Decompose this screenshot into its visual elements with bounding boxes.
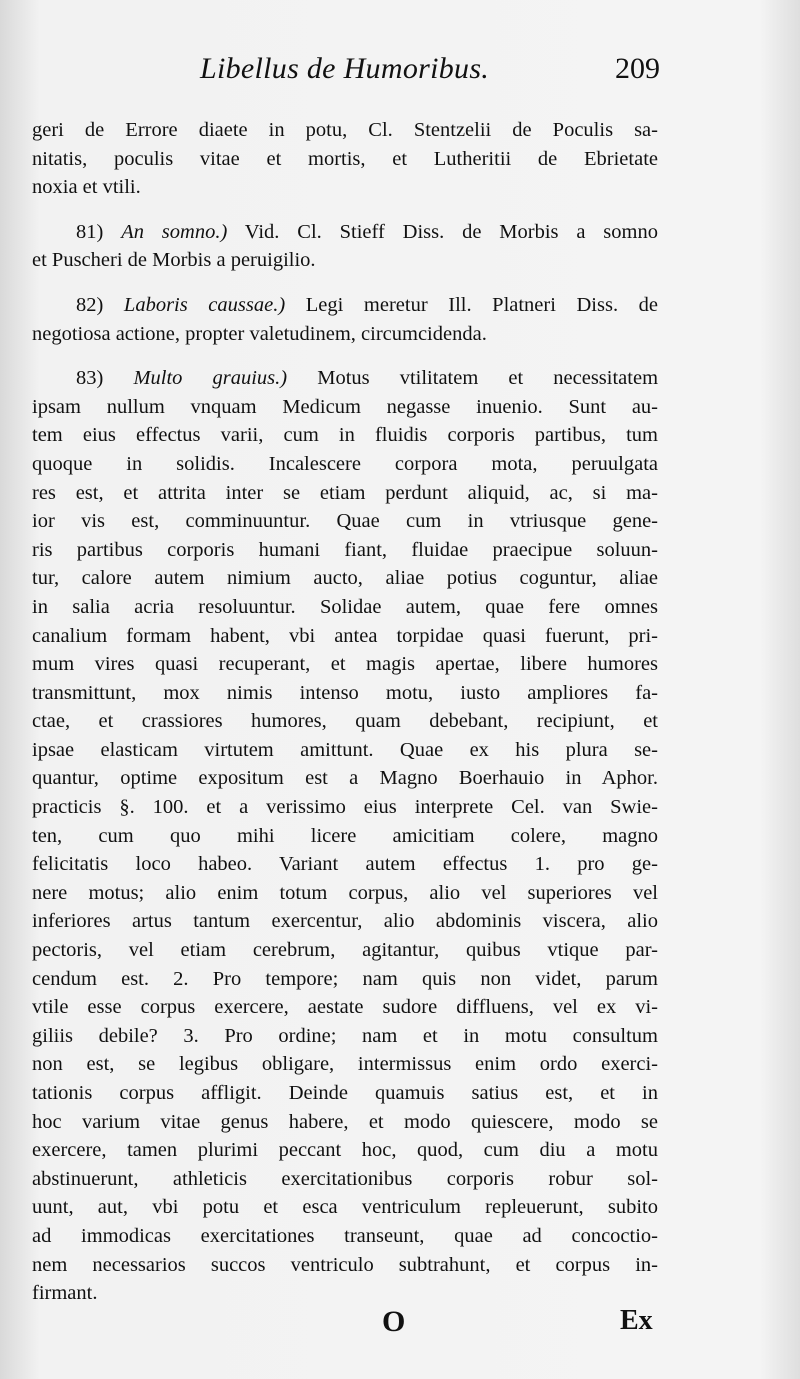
catchword: Ex xyxy=(620,1305,653,1336)
note-lemma: Multo grauius.) xyxy=(133,367,288,390)
note-text: Vid. Cl. Stieff Diss. de Morbis a somno xyxy=(244,220,658,243)
text-line: nere motus; alio enim totum corpus, alio vel superiores vel xyxy=(32,881,658,904)
text-line: ipsae elasticam virtutem amittunt. Quae ex his plura se- xyxy=(32,738,658,761)
text-line: uunt, aut, vbi potu et esca ventriculum repleuerunt, subito xyxy=(32,1196,658,1219)
text-line: abstinuerunt, athleticis exercitationibus corporis robur sol- xyxy=(32,1167,658,1190)
page-body xyxy=(32,116,658,1308)
note-text: Legi meretur Ill. Platneri Diss. de xyxy=(305,293,659,316)
running-title: Libellus de Humoribus. xyxy=(200,52,490,85)
text-line: tur, calore autem nimium aucto, aliae potius coguntur, aliae xyxy=(32,567,658,590)
text-line: tem eius effectus varii, cum in fluidis corporis partibus, tum xyxy=(32,424,658,447)
text-line: cendum est. 2. Pro tempore; nam quis non videt, parum xyxy=(32,967,658,990)
text-line: vtile esse corpus exercere, aestate sudore diffluens, vel ex vi- xyxy=(32,996,658,1019)
note-number: 83) xyxy=(76,367,104,390)
text-line: quoque in solidis. Incalescere corpora mota, peruulgata xyxy=(32,452,658,475)
text-line: nem necessarios succos ventriculo subtrahunt, et corpus in- xyxy=(32,1253,658,1276)
text-line xyxy=(32,291,658,320)
text-line: inferiores artus tantum exercentur, alio abdominis viscera, alio xyxy=(32,910,658,933)
text-line: ris partibus corporis humani fiant, fluidae praecipue soluun- xyxy=(32,538,658,561)
signature-mark: O xyxy=(382,1305,406,1338)
text-line: practicis §. 100. et a verissimo eius interprete Cel. van Swie- xyxy=(32,796,658,819)
text-line: transmittunt, mox nimis intenso motu, iusto ampliores fa- xyxy=(32,681,658,704)
text-line: tationis corpus affligit. Deinde quamuis satius est, et in xyxy=(32,1082,658,1104)
page-number: 209 xyxy=(615,52,660,85)
note-text: Motus vtilitatem et necessitatem xyxy=(317,367,659,390)
text-line: giliis debile? 3. Pro ordine; nam et in motu consultum xyxy=(32,1024,658,1047)
text-line: canalium formam habent, vbi antea torpidae quasi fuerunt, pri- xyxy=(32,624,658,647)
page-footer xyxy=(0,1305,800,1345)
text-line: quantur, optime expositum est a Magno Boerhauio in Aphor. xyxy=(32,767,658,790)
text-line: hoc varium vitae genus habere, et modo quiescere, modo se xyxy=(32,1110,658,1133)
note-82 xyxy=(32,291,658,348)
text-line: ipsam nullum vnquam Medicum negasse inuenio. Sunt au- xyxy=(32,395,658,418)
text-line xyxy=(32,364,658,393)
text-line: pectoris, vel etiam cerebrum, agitantur, quibus vtique par- xyxy=(32,939,658,962)
text-line: ctae, et crassiores humores, quam debebant, recipiunt, et xyxy=(32,710,658,733)
paragraph-continuation xyxy=(32,116,658,202)
text-line: geri de Errore diaete in potu, Cl. Stentzelii de Poculis sa- xyxy=(32,119,658,141)
text-line: et Puscheri de Morbis a peruigilio. xyxy=(32,249,316,272)
note-lemma: Laboris caussae.) xyxy=(123,293,286,316)
text-line: ten, cum quo mihi licere amicitiam colere, magno xyxy=(32,824,658,847)
note-number: 81) xyxy=(76,220,104,243)
page-header xyxy=(200,52,660,96)
text-line: in salia acria resoluuntur. Solidae autem, quae fere omnes xyxy=(32,595,658,618)
text-line: res est, et attrita inter se etiam perdunt aliquid, ac, si ma- xyxy=(32,481,658,504)
note-81 xyxy=(32,218,658,275)
text-line: ior vis est, comminuuntur. Quae cum in vtriusque gene- xyxy=(32,510,658,533)
text-line: firmant. xyxy=(32,1282,98,1305)
text-line: noxia et vtili. xyxy=(32,176,141,199)
note-83 xyxy=(32,364,658,1308)
text-line: felicitatis loco habeo. Variant autem effectus 1. pro ge- xyxy=(32,853,658,876)
note-lemma: An somno.) xyxy=(121,220,228,243)
text-line: non est, se legibus obligare, intermissus enim ordo exerci- xyxy=(32,1053,658,1076)
text-line: negotiosa actione, propter valetudinem, circumcidenda. xyxy=(32,322,487,345)
text-line: ad immodicas exercitationes transeunt, quae ad concoctio- xyxy=(32,1224,658,1247)
text-line xyxy=(32,218,658,247)
text-line: mum vires quasi recuperant, et magis apertae, libere humores xyxy=(32,653,658,676)
text-line: exercere, tamen plurimi peccant hoc, quod, cum diu a motu xyxy=(32,1139,658,1162)
text-line: nitatis, poculis vitae et mortis, et Lutheritii de Ebrietate xyxy=(32,147,658,170)
note-number: 82) xyxy=(76,293,104,316)
